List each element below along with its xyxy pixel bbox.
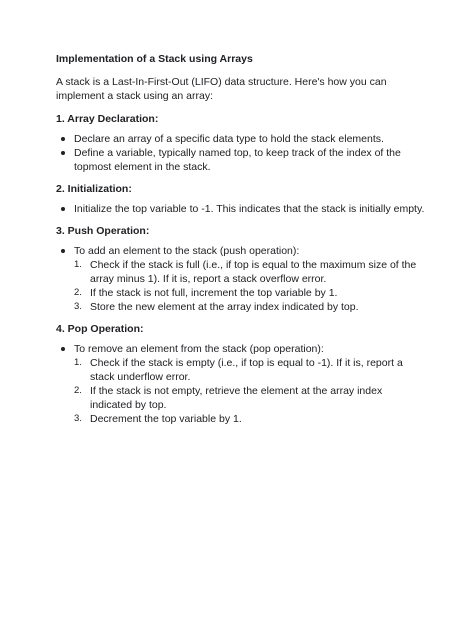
numbered-item [74,300,426,314]
list-item-text: Declare an array of a specific data type to hold the stack elements. [74,133,384,145]
numbered-list [74,356,426,426]
numbered-item [74,286,426,300]
list-item-text: Define a variable, typically named top, to keep track of the index of the topmost element in the stack. [74,147,401,173]
list-item-text: Initialize the top variable to -1. This indicates that the stack is initially empty. [74,203,425,215]
numbered-item [74,412,426,426]
bullet-icon [61,347,65,351]
step-number: 3. [74,301,82,312]
list-item-text: To remove an element from the stack (pop operation): [74,343,324,355]
numbered-item [74,258,426,286]
bullet-list [56,132,426,174]
list-item-text: To add an element to the stack (push operation): [74,245,300,257]
list-item [56,342,426,426]
bullet-icon [61,137,65,141]
bullet-icon [61,249,65,253]
section-heading-pop-operation: 4. Pop Operation: [56,323,144,335]
bullet-list [56,202,426,216]
step-text: Decrement the top variable by 1. [90,413,242,425]
numbered-item [74,384,426,412]
step-text: If the stack is not full, increment the top variable by 1. [90,287,338,299]
step-number: 2. [74,287,82,298]
numbered-item [74,356,426,384]
list-item [56,146,426,174]
section-heading-array-declaration: 1. Array Declaration: [56,113,159,125]
section-heading-initialization: 2. Initialization: [56,183,132,195]
step-number: 1. [74,357,82,368]
intro-paragraph: A stack is a Last-In-First-Out (LIFO) data structure. Here's how you can implement a stack using an array: [56,76,387,102]
step-text: Store the new element at the array index indicated by top. [90,301,359,313]
numbered-list [74,258,426,314]
bullet-list [56,244,426,314]
list-item [56,202,426,216]
section-heading-push-operation: 3. Push Operation: [56,225,150,237]
step-number: 3. [74,413,82,424]
document-page [56,52,426,434]
document-title: Implementation of a Stack using Arrays [56,53,253,65]
step-text: Check if the stack is empty (i.e., if top is equal to -1). If it is, report a stack underflow error. [90,357,403,383]
step-text: Check if the stack is full (i.e., if top is equal to the maximum size of the array minus 1). If it is, report a stack overflow error. [90,259,417,285]
step-text: If the stack is not empty, retrieve the element at the array index indicated by top. [90,385,383,411]
bullet-icon [61,151,65,155]
step-number: 1. [74,259,82,270]
bullet-icon [61,207,65,211]
list-item [56,132,426,146]
bullet-list [56,342,426,426]
step-number: 2. [74,385,82,396]
list-item [56,244,426,314]
